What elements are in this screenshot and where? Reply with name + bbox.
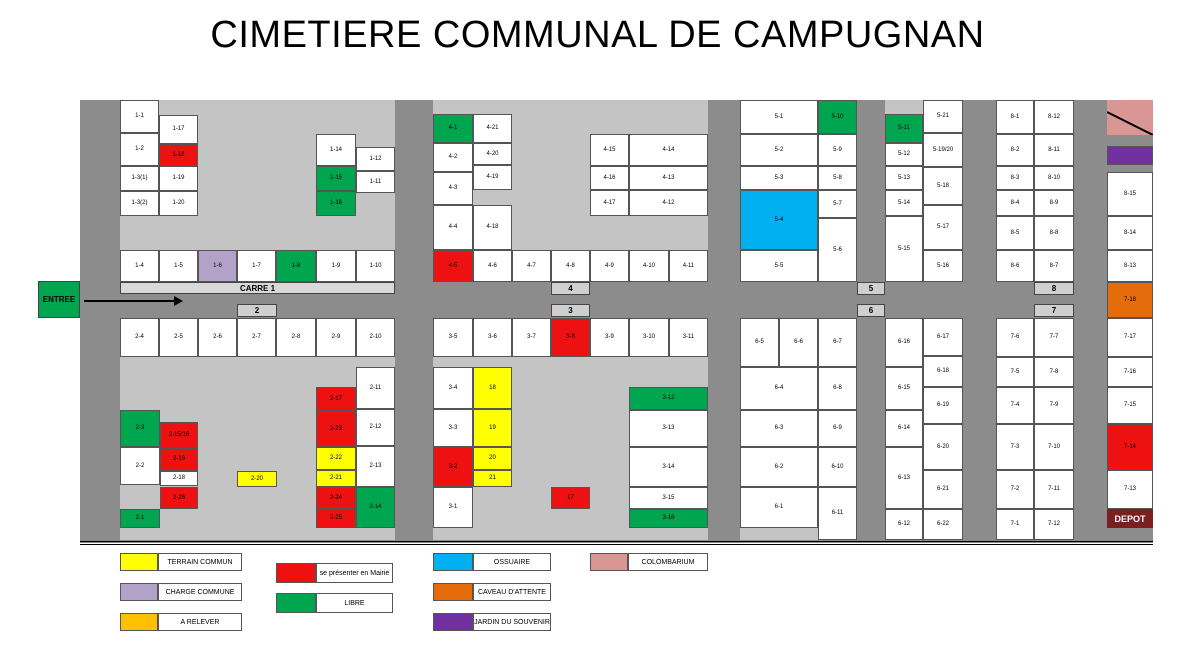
plot-4-5[interactable]: 4-5 [433, 250, 473, 282]
bottom-line-bottom [80, 544, 1153, 545]
plot-1-10[interactable]: 1-10 [356, 250, 395, 282]
plot-6-22[interactable]: 6-22 [923, 509, 963, 540]
plot-5-3[interactable]: 5-3 [740, 166, 818, 190]
plot-1-17[interactable]: 1-17 [159, 115, 198, 144]
plot-7-13[interactable]: 7-13 [1107, 470, 1153, 509]
plot-3-1[interactable]: 3-1 [433, 487, 473, 528]
plot-6-12[interactable]: 6-12 [885, 509, 923, 540]
columbarium-plot[interactable] [1107, 100, 1153, 135]
plot-4-19[interactable]: 4-19 [473, 165, 512, 190]
plot-1-18[interactable]: 1-18 [159, 144, 198, 166]
plot-7-1[interactable]: 7-1 [996, 509, 1034, 540]
legend-swatch [120, 613, 158, 631]
section-5: 5 [857, 282, 885, 295]
plot-4-14[interactable]: 4-14 [629, 134, 708, 166]
plot-4-12[interactable]: 4-12 [629, 190, 708, 216]
plot-8-3[interactable]: 8-3 [996, 166, 1034, 190]
plot-6-17[interactable]: 6-17 [923, 318, 963, 356]
plot-3-5[interactable]: 3-5 [433, 318, 473, 357]
plot-1-2[interactable]: 1-2 [120, 133, 159, 166]
legend-swatch [276, 563, 316, 583]
plot-5-7[interactable]: 5-7 [818, 190, 857, 218]
plot-8-8[interactable]: 8-8 [1034, 216, 1074, 250]
plot-7-2[interactable]: 7-2 [996, 470, 1034, 509]
plot-1-3-1-[interactable]: 1-3(1) [120, 166, 159, 191]
section-7: 7 [1034, 304, 1074, 317]
plot-5-6[interactable]: 5-6 [818, 218, 857, 282]
plot-4-20[interactable]: 4-20 [473, 143, 512, 165]
legend-swatch [120, 583, 158, 601]
plot-5-16[interactable]: 5-16 [923, 250, 963, 282]
legend-swatch [433, 553, 473, 571]
plot-3-15[interactable]: 3-15 [629, 487, 708, 509]
plot-2-3[interactable]: 2-3 [120, 410, 160, 447]
plot-8-7[interactable]: 8-7 [1034, 250, 1074, 282]
plot-8-6[interactable]: 8-6 [996, 250, 1034, 282]
plot-3-6[interactable]: 3-6 [473, 318, 512, 357]
plot-8-4[interactable]: 8-4 [996, 190, 1034, 216]
plot-3-2[interactable]: 3-2 [433, 447, 473, 487]
plot-5-1[interactable]: 5-1 [740, 100, 818, 134]
plot-2-25[interactable]: 2-25 [316, 509, 356, 528]
plot-4-6[interactable]: 4-6 [473, 250, 512, 282]
section-6: 6 [857, 304, 885, 317]
legend-label: OSSUAIRE [473, 553, 551, 571]
plot-8-1[interactable]: 8-1 [996, 100, 1034, 134]
plot-5-11[interactable]: 5-11 [885, 114, 923, 143]
plot-6-8[interactable]: 6-8 [818, 367, 857, 410]
section-4: 4 [551, 282, 590, 295]
plot-2-12[interactable]: 2-12 [356, 409, 395, 446]
plot-6-21[interactable]: 6-21 [923, 470, 963, 509]
plot-19[interactable]: 19 [473, 409, 512, 447]
plot-7-4[interactable]: 7-4 [996, 387, 1034, 424]
plot-20[interactable]: 20 [473, 447, 512, 470]
plot-5-5[interactable]: 5-5 [740, 250, 818, 282]
plot-6-16[interactable]: 6-16 [885, 318, 923, 367]
depot-label: DEPOT [1107, 509, 1153, 528]
plot-4-15[interactable]: 4-15 [590, 134, 629, 166]
plot-7-11[interactable]: 7-11 [1034, 470, 1074, 509]
plot-8-12[interactable]: 8-12 [1034, 100, 1074, 134]
plot-1-14[interactable]: 1-14 [316, 134, 356, 166]
plot-5-10[interactable]: 5-10 [818, 100, 857, 134]
plot-5-18[interactable]: 5-18 [923, 167, 963, 205]
plot-1-16[interactable]: 1-16 [316, 191, 356, 216]
plot-4-1[interactable]: 4-1 [433, 114, 473, 143]
plot-8-14[interactable]: 8-14 [1107, 216, 1153, 250]
plot-1-5[interactable]: 1-5 [159, 250, 198, 282]
plot-8-11[interactable]: 8-11 [1034, 134, 1074, 166]
plot-21[interactable]: 21 [473, 470, 512, 487]
plot-5-8[interactable]: 5-8 [818, 166, 857, 190]
plot-8-13[interactable]: 8-13 [1107, 250, 1153, 282]
plot-6-7[interactable]: 6-7 [818, 318, 857, 367]
plot-4-2[interactable]: 4-2 [433, 143, 473, 172]
plot-2-9[interactable]: 2-9 [316, 318, 356, 357]
plot-2-14[interactable]: 2-14 [356, 487, 395, 528]
legend-swatch [433, 613, 473, 631]
legend-label: COLOMBARIUM [628, 553, 708, 571]
plot-4-3[interactable]: 4-3 [433, 172, 473, 205]
plot-2-10[interactable]: 2-10 [356, 318, 395, 357]
plot-7-18[interactable]: 7-18 [1107, 282, 1153, 318]
plot-8-15[interactable]: 8-15 [1107, 172, 1153, 216]
plot-6-2[interactable]: 6-2 [740, 447, 818, 487]
legend-swatch [590, 553, 628, 571]
plot-3-11[interactable]: 3-11 [669, 318, 708, 357]
plot-3-12[interactable]: 3-12 [629, 387, 708, 410]
plot-5-4[interactable]: 5-4 [740, 190, 818, 250]
plot-3-14[interactable]: 3-14 [629, 447, 708, 487]
plot-1-19[interactable]: 1-19 [159, 166, 198, 191]
plot-5-9[interactable]: 5-9 [818, 134, 857, 166]
plot-1-1[interactable]: 1-1 [120, 100, 159, 133]
plot-1-12[interactable]: 1-12 [356, 147, 395, 171]
plot-4-4[interactable]: 4-4 [433, 205, 473, 250]
plot-2-20[interactable]: 2-20 [237, 471, 277, 487]
plot-6-19[interactable]: 6-19 [923, 387, 963, 424]
plot-7-12[interactable]: 7-12 [1034, 509, 1074, 540]
plot-5-17[interactable]: 5-17 [923, 205, 963, 250]
plot-7-15[interactable]: 7-15 [1107, 387, 1153, 424]
section-carre-1: CARRE 1 [120, 282, 395, 294]
plot-2-7[interactable]: 2-7 [237, 318, 276, 357]
plot-7-7[interactable]: 7-7 [1034, 318, 1074, 357]
plot-2-1[interactable]: 2-1 [120, 509, 160, 528]
plot-3-13[interactable]: 3-13 [629, 410, 708, 447]
plot-6-18[interactable]: 6-18 [923, 356, 963, 387]
plot-18[interactable]: 18 [473, 367, 512, 409]
plot-3-7[interactable]: 3-7 [512, 318, 551, 357]
plot-1-7[interactable]: 1-7 [237, 250, 276, 282]
section-8: 8 [1034, 282, 1074, 295]
plot-3-10[interactable]: 3-10 [629, 318, 669, 357]
legend-label: TERRAIN COMMUN [158, 553, 242, 571]
plot-17[interactable]: 17 [551, 487, 590, 509]
plot-1-11[interactable]: 1-11 [356, 171, 395, 193]
plot-6-20[interactable]: 6-20 [923, 424, 963, 470]
plot-2-18[interactable]: 2-18 [160, 471, 198, 486]
section-2: 2 [237, 304, 277, 317]
plot-6-5[interactable]: 6-5 [740, 318, 779, 367]
plot-2-22[interactable]: 2-22 [316, 447, 356, 470]
plot-1-20[interactable]: 1-20 [159, 191, 198, 216]
legend-label: CAVEAU D'ATTENTE [473, 583, 551, 601]
plot-2-19[interactable]: 2-19 [160, 448, 198, 471]
plot-7-17[interactable]: 7-17 [1107, 318, 1153, 357]
diagonal-line-icon [1107, 100, 1153, 135]
plot-7-10[interactable]: 7-10 [1034, 424, 1074, 470]
plot-2-8[interactable]: 2-8 [276, 318, 316, 357]
plot-1-9[interactable]: 1-9 [316, 250, 356, 282]
plot-4-16[interactable]: 4-16 [590, 166, 629, 190]
plot-6-4[interactable]: 6-4 [740, 367, 818, 410]
plot-4-13[interactable]: 4-13 [629, 166, 708, 190]
legend-swatch [276, 593, 316, 613]
plot-3-3[interactable]: 3-3 [433, 409, 473, 447]
plot-2-6[interactable]: 2-6 [198, 318, 237, 357]
plot-2-4[interactable]: 2-4 [120, 318, 159, 357]
plot-6-13[interactable]: 6-13 [885, 447, 923, 509]
souvenir-garden-plot[interactable] [1107, 146, 1153, 165]
plot-1-4[interactable]: 1-4 [120, 250, 159, 282]
plot-6-9[interactable]: 6-9 [818, 410, 857, 447]
plot-6-1[interactable]: 6-1 [740, 487, 818, 528]
plot-2-24[interactable]: 2-24 [316, 487, 356, 509]
legend-swatch [120, 553, 158, 571]
plot-2-5[interactable]: 2-5 [159, 318, 198, 357]
plot-2-17[interactable]: 2-17 [316, 387, 356, 411]
plot-5-2[interactable]: 5-2 [740, 134, 818, 166]
plot-5-15[interactable]: 5-15 [885, 216, 923, 282]
plot-8-9[interactable]: 8-9 [1034, 190, 1074, 216]
plot-4-11[interactable]: 4-11 [669, 250, 708, 282]
plot-4-18[interactable]: 4-18 [473, 205, 512, 250]
plot-1-8[interactable]: 1-8 [276, 250, 316, 282]
plot-7-6[interactable]: 7-6 [996, 318, 1034, 357]
plot-3-9[interactable]: 3-9 [590, 318, 629, 357]
plot-2-21[interactable]: 2-21 [316, 470, 356, 487]
plot-4-17[interactable]: 4-17 [590, 190, 629, 216]
plot-8-5[interactable]: 8-5 [996, 216, 1034, 250]
plot-1-6[interactable]: 1-6 [198, 250, 237, 282]
plot-5-13[interactable]: 5-13 [885, 166, 923, 190]
plot-4-7[interactable]: 4-7 [512, 250, 551, 282]
plot-5-21[interactable]: 5-21 [923, 100, 963, 133]
plot-4-10[interactable]: 4-10 [629, 250, 669, 282]
plot-3-16[interactable]: 3-16 [629, 509, 708, 528]
plot-6-11[interactable]: 6-11 [818, 487, 857, 540]
plot-6-3[interactable]: 6-3 [740, 410, 818, 447]
plot-6-6[interactable]: 6-6 [779, 318, 818, 367]
plot-3-4[interactable]: 3-4 [433, 367, 473, 409]
plot-5-12[interactable]: 5-12 [885, 143, 923, 166]
legend-label: LIBRE [316, 593, 393, 613]
legend-swatch [433, 583, 473, 601]
section-3: 3 [551, 304, 590, 317]
plot-6-10[interactable]: 6-10 [818, 447, 857, 487]
entry-arrow-icon [84, 294, 184, 312]
plot-5-19-20[interactable]: 5-19/20 [923, 133, 963, 167]
plot-4-21[interactable]: 4-21 [473, 114, 512, 143]
plot-2-23[interactable]: 2-23 [316, 411, 356, 447]
plot-3-8[interactable]: 3-8 [551, 318, 590, 357]
plot-7-14[interactable]: 7-14 [1107, 424, 1153, 470]
plot-1-15[interactable]: 1-15 [316, 166, 356, 191]
bottom-line-top [80, 541, 1153, 542]
plot-4-8[interactable]: 4-8 [551, 250, 590, 282]
plot-8-2[interactable]: 8-2 [996, 134, 1034, 166]
plot-7-5[interactable]: 7-5 [996, 357, 1034, 387]
plot-1-3-2-[interactable]: 1-3(2) [120, 191, 159, 216]
plot-2-13[interactable]: 2-13 [356, 446, 395, 487]
plot-6-15[interactable]: 6-15 [885, 367, 923, 410]
plot-7-3[interactable]: 7-3 [996, 424, 1034, 470]
legend-label: A RELEVER [158, 613, 242, 631]
plot-5-14[interactable]: 5-14 [885, 190, 923, 216]
legend-label: CHARGE COMMUNE [158, 583, 242, 601]
plot-4-9[interactable]: 4-9 [590, 250, 629, 282]
plot-7-8[interactable]: 7-8 [1034, 357, 1074, 387]
plot-2-15-16[interactable]: 2-15/16 [160, 422, 198, 448]
plot-7-9[interactable]: 7-9 [1034, 387, 1074, 424]
legend-label: se présenter en Mairie [316, 563, 393, 583]
plot-7-16[interactable]: 7-16 [1107, 357, 1153, 387]
plot-6-14[interactable]: 6-14 [885, 410, 923, 447]
plot-8-10[interactable]: 8-10 [1034, 166, 1074, 190]
entree-label: ENTREE [38, 281, 80, 318]
plot-2-26[interactable]: 2-26 [160, 487, 198, 509]
plot-2-11[interactable]: 2-11 [356, 367, 395, 409]
plot-2-2[interactable]: 2-2 [120, 447, 160, 485]
legend-label: JARDIN DU SOUVENIR [473, 613, 551, 631]
page-title: CIMETIERE COMMUNAL DE CAMPUGNAN [210, 14, 985, 56]
